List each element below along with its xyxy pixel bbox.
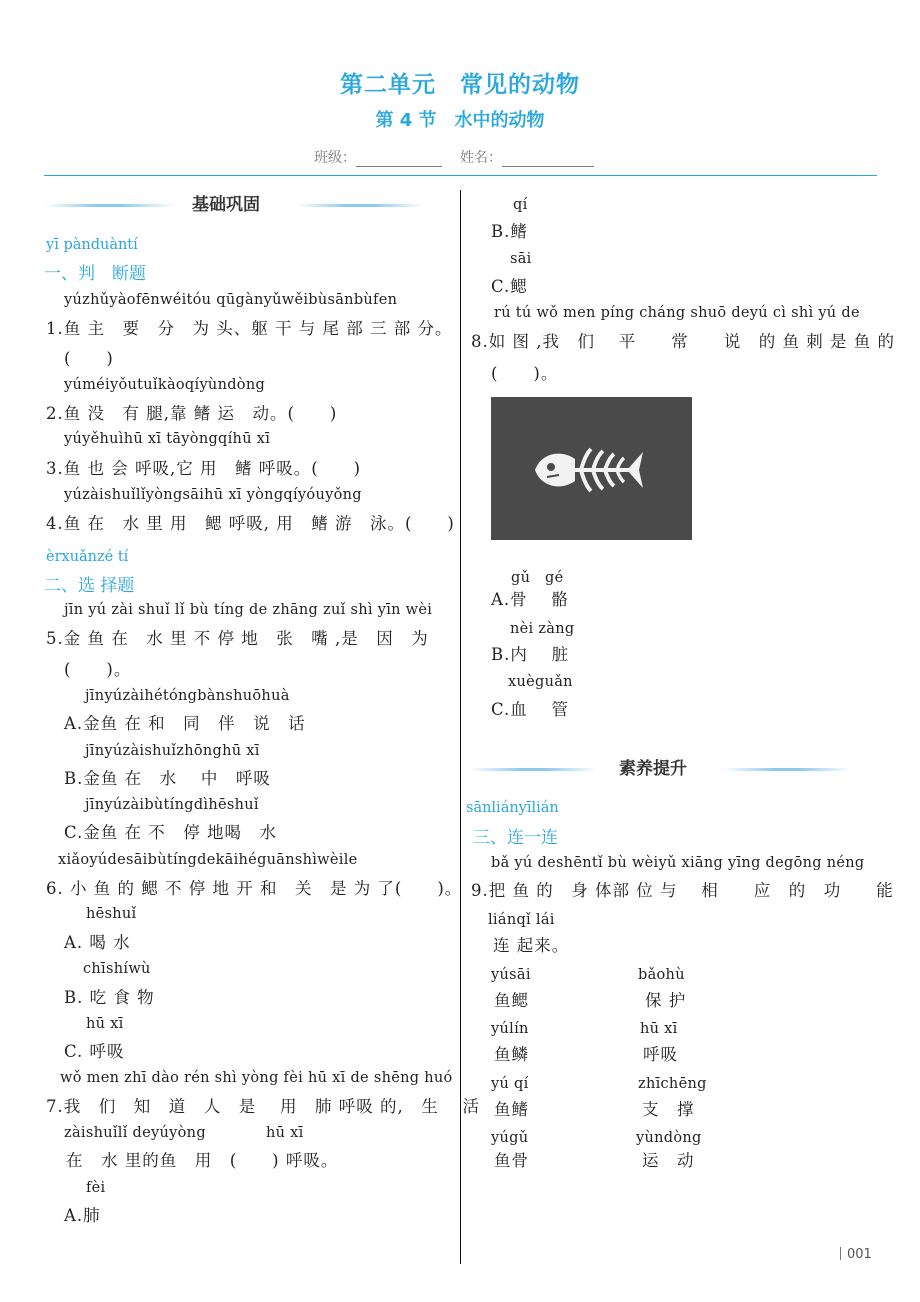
match-left-item[interactable]: 鱼鳃 bbox=[494, 991, 529, 1010]
page-number-rule bbox=[840, 1247, 841, 1260]
fish-bone-image bbox=[491, 397, 692, 540]
option-pinyin: gǔ gé bbox=[511, 570, 564, 586]
question-pinyin: yúyěhuìhū xī tāyòngqíhū xī bbox=[64, 431, 271, 447]
option-c[interactable]: C. 呼吸 bbox=[64, 1042, 125, 1061]
question-pinyin: jīn yú zài shuǐ lǐ bù tíng de zhāng zuǐ shì yīn wèi bbox=[64, 602, 433, 618]
option-c[interactable]: C.金鱼 在 不 停 地喝 水 bbox=[64, 823, 278, 842]
header-divider bbox=[44, 175, 877, 176]
match-right-pinyin: yùndòng bbox=[636, 1130, 702, 1146]
option-pinyin: chīshíwù bbox=[83, 961, 151, 977]
question-text: 5.金 鱼 在 水 里 不 停 地 张 嘴 ,是 因 为 bbox=[46, 629, 429, 648]
match-right-item[interactable]: 运 动 bbox=[642, 1151, 695, 1170]
question-text: 3.鱼 也 会 呼吸,它 用 鳍 呼吸。( ) bbox=[46, 459, 362, 478]
section-title: 第 4 节 水中的动物 bbox=[375, 110, 545, 131]
option-pinyin: jīnyúzàihétóngbànshuōhuà bbox=[85, 688, 290, 704]
name-blank[interactable] bbox=[502, 150, 594, 167]
page-number bbox=[840, 1247, 872, 1262]
question-text: 9.把 鱼 的 身 体部 位 与 相 应 的 功 能 bbox=[471, 881, 894, 900]
option-pinyin: xuèguǎn bbox=[508, 674, 573, 690]
section-pinyin: èrxuǎnzé tí bbox=[46, 549, 129, 565]
question-pinyin: liánqǐ lái bbox=[488, 912, 555, 928]
question-pinyin: yúzàishuǐlǐyòngsāihū xī yòngqíyóuyǒng bbox=[64, 487, 362, 503]
match-left-pinyin: yúgǔ bbox=[491, 1130, 529, 1146]
option-pinyin: jīnyúzàibùtíngdìhēshuǐ bbox=[85, 797, 259, 813]
match-left-pinyin: yúlín bbox=[491, 1021, 529, 1037]
option-a[interactable]: A.肺 bbox=[64, 1206, 101, 1225]
banner-basic bbox=[44, 190, 424, 220]
answer-paren[interactable]: ( ) bbox=[64, 349, 114, 368]
banner-line-right bbox=[296, 204, 424, 207]
option-pinyin: hēshuǐ bbox=[86, 906, 137, 922]
option-pinyin: sāi bbox=[510, 251, 532, 267]
match-right-item[interactable]: 保 护 bbox=[645, 991, 687, 1010]
option-a[interactable]: A. 喝 水 bbox=[64, 933, 131, 952]
class-field bbox=[314, 147, 442, 167]
unit-title: 第二单元 常见的动物 bbox=[340, 72, 580, 98]
class-blank[interactable] bbox=[356, 150, 442, 167]
banner-advanced bbox=[469, 754, 851, 784]
match-left-pinyin: yúsāi bbox=[491, 967, 531, 983]
section-heading: 二、选 择题 bbox=[44, 576, 135, 596]
option-pinyin: qí bbox=[513, 197, 528, 213]
banner-label: 素养提升 bbox=[619, 759, 687, 779]
banner-line-left bbox=[44, 204, 174, 207]
banner-line-right bbox=[723, 768, 851, 771]
option-b[interactable]: B.内 脏 bbox=[491, 645, 570, 664]
question-pinyin: yúzhǔyàofēnwéitóu qūgànyǔwěibùsānbùfen bbox=[64, 292, 398, 308]
option-pinyin: nèi zàng bbox=[510, 621, 575, 637]
match-right-pinyin: hū xī bbox=[640, 1021, 678, 1037]
question-text: 连 起来。 bbox=[493, 936, 570, 955]
banner-line-left bbox=[469, 768, 597, 771]
question-text: 7.我 们 知 道 人 是 用 肺 呼吸 的, 生 活 bbox=[46, 1097, 480, 1116]
banner-label: 基础巩固 bbox=[192, 195, 260, 215]
section-heading: 三、连一连 bbox=[473, 828, 558, 848]
option-a[interactable]: A.骨 骼 bbox=[491, 590, 569, 609]
option-c[interactable]: C.血 管 bbox=[491, 700, 570, 719]
option-b[interactable]: B. 吃 食 物 bbox=[64, 988, 155, 1007]
match-right-pinyin: zhīchēng bbox=[638, 1076, 707, 1092]
match-left-item[interactable]: 鱼骨 bbox=[494, 1151, 529, 1170]
question-pinyin: bǎ yú deshēntǐ bù wèiyǔ xiāng yīng degōng néng bbox=[491, 855, 865, 871]
option-pinyin: jīnyúzàishuǐzhōnghū xī bbox=[85, 743, 260, 759]
name-field bbox=[460, 147, 594, 167]
question-pinyin: xiǎoyúdesāibùtíngdekāihéguānshìwèile bbox=[58, 852, 358, 868]
option-c[interactable]: C.鳃 bbox=[491, 277, 528, 296]
question-text: 8.如 图 ,我 们 平 常 说 的 鱼 刺 是 鱼 的 bbox=[471, 332, 895, 351]
question-text: 2.鱼 没 有 腿,靠 鳍 运 动。( ) bbox=[46, 404, 338, 423]
answer-paren[interactable]: ( )。 bbox=[64, 660, 132, 679]
question-pinyin: wǒ men zhī dào rén shì yòng fèi hū xī de shēng huó bbox=[60, 1070, 453, 1086]
option-b[interactable]: B.鳍 bbox=[491, 222, 528, 241]
name-label: 姓名： bbox=[460, 150, 502, 166]
match-left-pinyin: yú qí bbox=[491, 1076, 529, 1092]
class-label: 班级： bbox=[314, 150, 356, 166]
question-text: 6. 小 鱼 的 鳃 不 停 地 开 和 关 是 为 了( )。 bbox=[46, 879, 463, 898]
question-pinyin: hū xī bbox=[266, 1125, 304, 1141]
section-heading: 一、判 断题 bbox=[44, 264, 146, 284]
question-text: 4.鱼 在 水 里 用 鳃 呼吸, 用 鳍 游 泳。( ) bbox=[46, 514, 455, 533]
page-number-text: 001 bbox=[847, 1247, 872, 1262]
match-right-item[interactable]: 呼吸 bbox=[643, 1045, 678, 1064]
match-right-pinyin: bǎohù bbox=[638, 967, 685, 983]
match-left-item[interactable]: 鱼鳍 bbox=[494, 1100, 529, 1119]
question-pinyin: zàishuǐlǐ deyúyòng bbox=[64, 1125, 206, 1141]
option-pinyin: hū xī bbox=[86, 1016, 124, 1032]
question-text: 在 水 里的鱼 用 ( ) 呼吸。 bbox=[66, 1151, 339, 1170]
section-pinyin: yī pànduàntí bbox=[46, 237, 138, 253]
match-left-item[interactable]: 鱼鳞 bbox=[494, 1045, 529, 1064]
question-pinyin: rú tú wǒ men píng cháng shuō deyú cì shì yú de bbox=[494, 305, 860, 321]
question-text: 1.鱼 主 要 分 为 头、躯 干 与 尾 部 三 部 分。 bbox=[46, 319, 453, 338]
answer-paren[interactable]: ( )。 bbox=[491, 364, 559, 383]
section-pinyin: sānliányīlián bbox=[466, 800, 559, 816]
fish-bone-icon bbox=[491, 397, 692, 540]
match-right-item[interactable]: 支 撑 bbox=[642, 1100, 695, 1119]
option-b[interactable]: B.金鱼 在 水 中 呼吸 bbox=[64, 769, 271, 788]
option-pinyin: fèi bbox=[86, 1180, 106, 1196]
option-a[interactable]: A.金鱼 在 和 同 伴 说 话 bbox=[64, 714, 306, 733]
question-pinyin: yúméiyǒutuǐkàoqíyùndòng bbox=[64, 377, 266, 393]
